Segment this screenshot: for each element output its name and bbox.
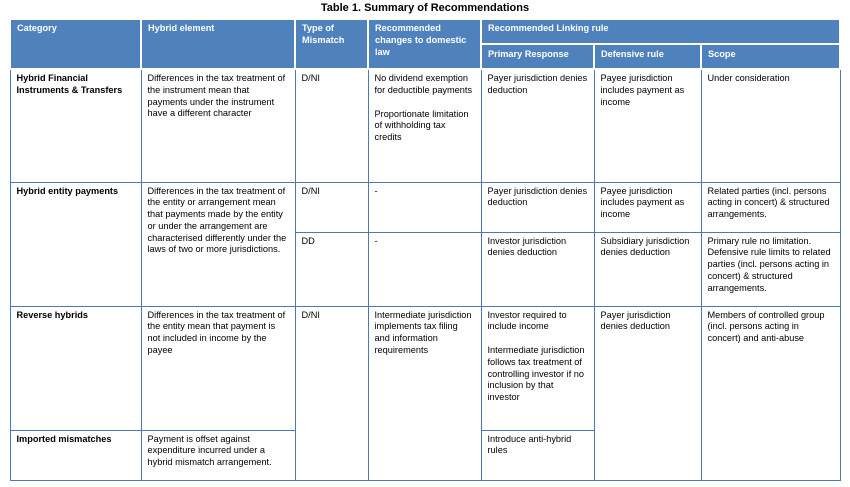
header-scope: Scope <box>701 44 840 69</box>
header-defensive-rule: Defensive rule <box>594 44 701 69</box>
category-cell: Imported mismatches <box>10 430 141 480</box>
header-primary-response: Primary Response <box>481 44 594 69</box>
primary-response-cell: Investor jurisdiction denies deduction <box>481 232 594 306</box>
category-cell: Hybrid Financial Instruments & Transfers <box>10 69 141 182</box>
table-row <box>10 182 840 232</box>
changes-cell: - <box>368 232 481 306</box>
mismatch-cell: D/NI <box>295 306 368 480</box>
defensive-rule-cell: Payee jurisdiction includes payment as income <box>594 182 701 232</box>
header-category: Category <box>10 19 141 69</box>
scope-cell: Under consideration <box>701 69 840 182</box>
primary-response-cell: Introduce anti-hybrid rules <box>481 430 594 480</box>
changes-text: No dividend exemption for deductible payments <box>374 73 473 95</box>
changes-cell: Intermediate jurisdiction implements tax filing and information requirements <box>368 306 481 480</box>
scope-cell: Members of controlled group (incl. persons acting in concert) and anti-abuse <box>701 306 840 480</box>
changes-text: Proportionate limitation of withholding tax credits <box>374 108 469 143</box>
primary-response-text: Intermediate jurisdiction follows tax treatment of controlling investor if no inclusion by that investor <box>487 345 585 403</box>
changes-cell <box>368 69 481 182</box>
table-title: Table 1. Summary of Recommendations <box>320 2 530 14</box>
mismatch-cell: D/NI <box>295 69 368 182</box>
primary-response-text: Investor required to include income <box>487 309 567 332</box>
category-cell: Reverse hybrids <box>10 306 141 430</box>
defensive-rule-cell: Subsidiary jurisdiction denies deduction <box>594 232 701 306</box>
changes-cell: - <box>368 182 481 232</box>
header-linking-rule: Recommended Linking rule <box>481 19 840 44</box>
header-type-of-mismatch: Type of Mismatch <box>295 19 368 69</box>
header-row <box>10 19 840 44</box>
table-row <box>10 306 840 430</box>
category-cell: Hybrid entity payments <box>10 182 141 306</box>
scope-cell: Primary rule no limitation. Defensive rule limits to related parties (incl. persons acting in concert) & structured arrangements. <box>701 232 840 306</box>
recommendations-table <box>9 18 841 481</box>
mismatch-cell: D/NI <box>295 182 368 232</box>
primary-response-cell: Payer jurisdiction denies deduction <box>481 182 594 232</box>
mismatch-cell: DD <box>295 232 368 306</box>
primary-response-cell <box>481 306 594 430</box>
table-row <box>10 69 840 182</box>
hybrid-element-cell: Differences in the tax treatment of the instrument mean that payments under the instrument have a different character <box>141 69 295 182</box>
header-recommended-changes: Recommended changes to domestic law <box>368 19 481 69</box>
primary-response-cell: Payer jurisdiction denies deduction <box>481 69 594 182</box>
hybrid-element-cell: Payment is offset against expenditure incurred under a hybrid mismatch arrangement. <box>141 430 295 480</box>
defensive-rule-cell: Payee jurisdiction includes payment as income <box>594 69 701 182</box>
hybrid-element-cell: Differences in the tax treatment of the entity or arrangement mean that payments made by the entity or under the arrangement are characterised differently under the laws of two or more jurisdictions. <box>141 182 295 306</box>
scope-cell: Related parties (incl. persons acting in concert) & structured arrangements. <box>701 182 840 232</box>
hybrid-element-cell: Differences in the tax treatment of the entity mean that payment is not included in income by the payee <box>141 306 295 430</box>
header-hybrid-element: Hybrid element <box>141 19 295 69</box>
defensive-rule-cell: Payer jurisdiction denies deduction <box>594 306 701 480</box>
